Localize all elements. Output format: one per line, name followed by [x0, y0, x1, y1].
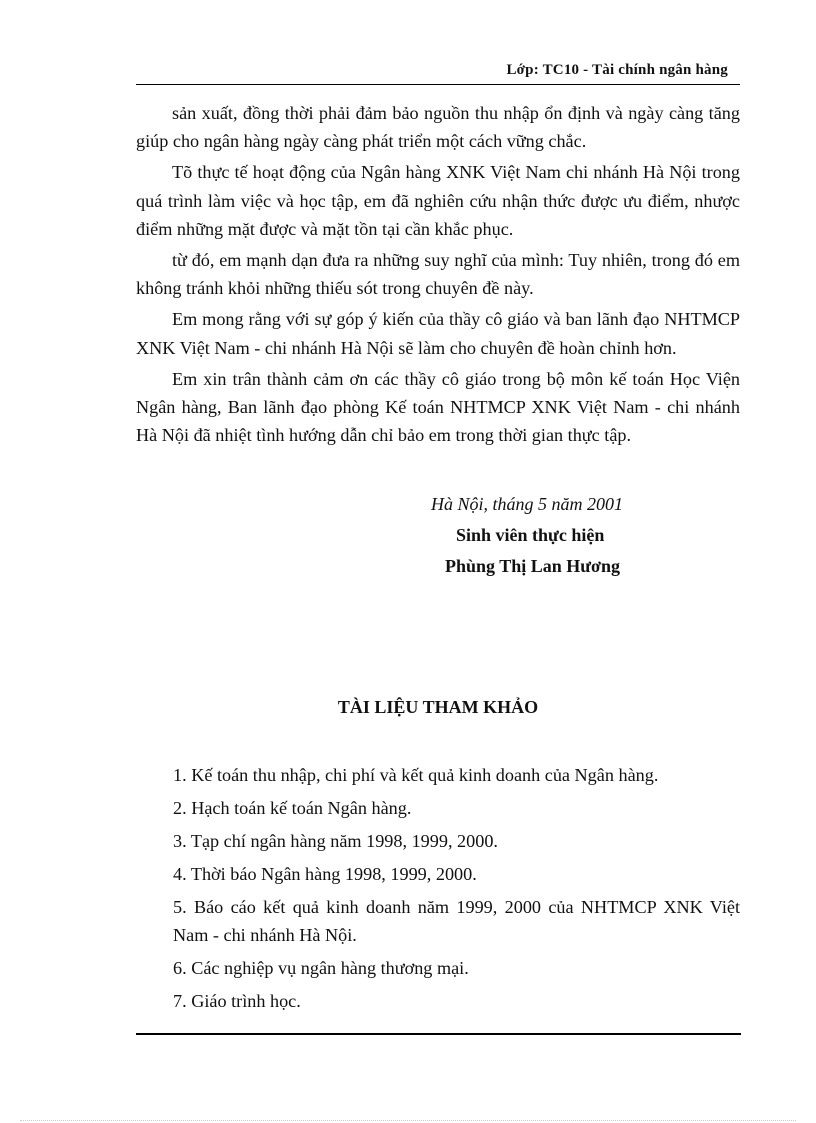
signature-place-date: Hà Nội, tháng 5 năm 2001: [431, 494, 624, 514]
reference-item: 4. Thời báo Ngân hàng 1998, 1999, 2000.: [173, 864, 477, 884]
page-edge-divider: [20, 1120, 796, 1121]
header-rule: [136, 84, 740, 85]
reference-item: 5. Báo cáo kết quả kinh doanh năm 1999, 2000 của NHTMCP XNK Việt Nam - chi nhánh Hà Nội.: [173, 897, 740, 945]
paragraph: Tõ thực tế hoạt động của Ngân hàng XNK Việt Nam chi nhánh Hà Nội trong quá trình làm việc và học tập, em đã nghiên cứu nhận thức được ưu điểm, nhược điểm những mặt được và mặt tồn tại cần khắc phục.: [136, 162, 740, 240]
footer-rule: [136, 1033, 741, 1035]
references-list: [173, 761, 740, 1020]
signature-role: Sinh viên thực hiện: [456, 525, 605, 545]
paragraph: Em xin trân thành cảm ơn các thầy cô giáo trong bộ môn kế toán Học Viện Ngân hàng, Ban lãnh đạo phòng Kế toán NHTMCP XNK Việt Nam - chi nhánh Hà Nội đã nhiệt tình hướng dẫn chỉ bảo em trong thời gian thực tập.: [136, 368, 740, 446]
reference-item: 7. Giáo trình học.: [173, 991, 301, 1011]
body-text: [136, 99, 740, 452]
signature-block: [400, 489, 670, 582]
reference-item: 2. Hạch toán kế toán Ngân hàng.: [173, 798, 412, 818]
references-title: TÀI LIỆU THAM KHẢO: [337, 697, 539, 717]
signature-name: Phùng Thị Lan Hương: [445, 556, 621, 576]
paragraph: từ đó, em mạnh dạn đưa ra những suy nghĩ của mình: Tuy nhiên, trong đó em không tránh khỏi những thiếu sót trong chuyên đề này.: [136, 250, 740, 299]
paragraph: Em mong rằng với sự góp ý kiến của thầy cô giáo và ban lãnh đạo NHTMCP XNK Việt Nam - chi nhánh Hà Nội sẽ làm cho chuyên đề hoàn chỉnh hơn.: [136, 309, 740, 358]
paragraph: sản xuất, đồng thời phải đảm bảo nguồn thu nhập ổn định và ngày càng tăng giúp cho ngân hàng ngày càng phát triển một cách vững chắc.: [136, 103, 740, 152]
reference-item: 3. Tạp chí ngân hàng năm 1998, 1999, 2000.: [173, 831, 498, 851]
page-header: Lớp: TC10 - Tài chính ngân hàng: [506, 62, 728, 78]
reference-item: 6. Các nghiệp vụ ngân hàng thương mại.: [173, 958, 469, 978]
reference-item: 1. Kế toán thu nhập, chi phí và kết quả kinh doanh của Ngân hàng.: [173, 765, 659, 785]
